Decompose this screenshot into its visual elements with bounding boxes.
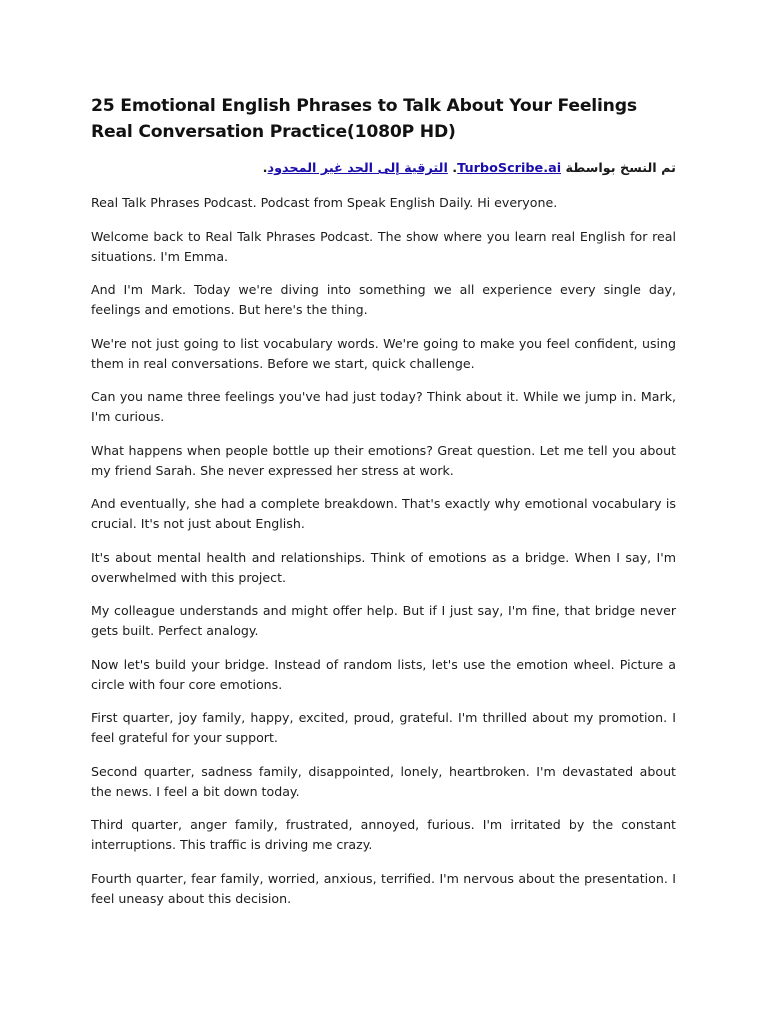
attribution-middle: . [447,161,458,176]
transcript-body [91,193,676,909]
transcript-paragraph: And eventually, she had a complete breakdown. That's exactly why emotional vocabulary is crucial. It's not just about English. [91,496,676,531]
transcript-paragraph: What happens when people bottle up their emotions? Great question. Let me tell you about my friend Sarah. She never expressed her stress at work. [91,442,676,478]
attribution-prefix: تم النسخ بواسطة [561,161,676,176]
transcript-paragraph: And I'm Mark. Today we're diving into something we all experience every single day, feelings and emotions. But here's the thing. [91,282,676,317]
transcript-paragraph: It's about mental health and relationships. Think of emotions as a bridge. When I say, I'm overwhelmed with this project. [91,549,676,585]
attribution-suffix: . [262,161,268,176]
transcript-paragraph: Real Talk Phrases Podcast. Podcast from Speak English Daily. Hi everyone. [91,195,558,210]
document-title: 25 Emotional English Phrases to Talk About Your Feelings Real Conversation Practice(1080P HD) [91,96,637,142]
transcript-paragraph: We're not just going to list vocabulary words. We're going to make you feel confident, using them in real conversations. Before we start, quick challenge. [91,335,676,371]
transcript-paragraph: Can you name three feelings you've had just today? Think about it. While we jump in. Mark, I'm curious. [91,389,676,424]
transcript-paragraph: Welcome back to Real Talk Phrases Podcast. The show where you learn real English for real situations. I'm Emma. [91,228,676,264]
transcript-paragraph: Third quarter, anger family, frustrated, annoyed, furious. I'm irritated by the constant interruptions. This traffic is driving me crazy. [91,817,676,852]
transcript-paragraph: Second quarter, sadness family, disappointed, lonely, heartbroken. I'm devastated about the news. I feel a bit down today. [91,763,676,799]
transcript-paragraph: Now let's build your bridge. Instead of random lists, let's use the emotion wheel. Picture a circle with four core emotions. [91,656,676,692]
turboscribe-link[interactable]: TurboScribe.ai [457,161,562,176]
transcript-paragraph: First quarter, joy family, happy, excited, proud, grateful. I'm thrilled about my promotion. I feel grateful for your support. [91,710,676,745]
document-page [91,93,676,922]
transcript-paragraph: My colleague understands and might offer help. But if I just say, I'm fine, that bridge never gets built. Perfect analogy. [91,603,676,638]
upgrade-link[interactable]: الترقية إلى الحد غير المحدود [267,161,448,176]
transcript-paragraph: Fourth quarter, fear family, worried, anxious, terrified. I'm nervous about the presentation. I feel uneasy about this decision. [91,870,676,906]
transcription-attribution [91,160,676,178]
